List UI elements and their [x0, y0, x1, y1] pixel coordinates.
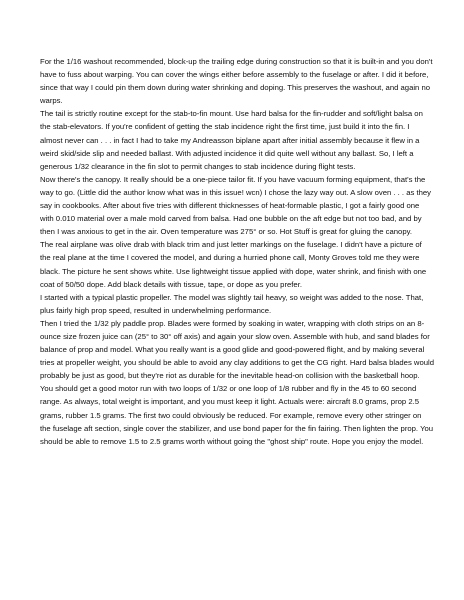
paragraph-plastic-propeller: I started with a typical plastic propeller. The model was slightly tail heavy, so weight was added to the nose. That, plus fairly high prop speed, resulted in underwhelming performance. — [40, 292, 424, 315]
paragraph-washout: For the 1/16 washout recommended, block-up the trailing edge during construction so that it is built-in and you don't have to fuss about warping. You can cover the wings either before assembly to the fuselage or after. I did it before, since that way I could pin them down during water shrinking and doping. This preserves the washout, and again no warps. — [40, 57, 433, 106]
paragraph-tail: The tail is strictly routine except for the stab-to-fin mount. Use hard balsa for the fin-rudder and soft/light balsa on the stab-elevators. If you're confident of getting the stab incidence right the first time, just build it into the fin. I almost never can . . . in fact I had to take my Andreasson biplane apart after initial assembly because it flew in a weird skid/side slip and needed ballast. With adjusted incidence it did quite well without any ballast. So, I left a generous 1/32 clearance in the fin slot to permit changes to stab incidence during flight tests. — [40, 109, 423, 171]
paragraph-finish: The real airplane was olive drab with black trim and just letter markings on the fuselage. I didn't have a picture of the real plane at the time I covered the model, and during a hurried phone call, Monty Groves told me they were black. The picture he sent shows white. Use lightweight tissue applied with dope, water shrink, and finish with one coat of 50/50 dope. Add black details with tissue, tape, or dope as you prefer. — [40, 240, 427, 289]
article-body — [40, 55, 434, 448]
paragraph-motor-run: You should get a good motor run with two loops of 1/32 or one loop of 1/8 rubber and fly in the 45 to 60 second range. As always, total weight is important, and you must keep it light. Actuals were: aircraft 8.0 grams, prop 2.5 grams, rubber 1.5 grams. The first two could obviously be reduced. For example, remove every other stringer on the fuselage aft section, single cover the stabilizer, and use bond paper for the fin fairing. Then lighten the prop. You should be able to remove 1.5 to 2.5 grams worth without going the "ghost ship" route. Hope you enjoy the model. — [40, 384, 434, 446]
paragraph-canopy: Now there's the canopy. It really should be a one-piece tailor fit. If you have vacuum forming equipment, that's the way to go. (Little did the author know what was in this issue! wcn) I chose the lazy way out. A slow oven . . . as they say in cookbooks. After about five tries with different thicknesses of heat-formable plastic, I got a fairly good one with 0.010 material over a male mold carved from balsa. Had one bubble on the aft edge but not too bad, and by then I was anxious to get in the air. Oven temperature was 275° or so. Hot Stuff is great for gluing the canopy. — [40, 174, 431, 237]
paragraph-paddle-prop: Then I tried the 1/32 ply paddle prop. Blades were formed by soaking in water, wrapping with cloth strips on an 8-ounce size frozen juice can (25° to 30° off axis) and again your slow oven. Assemble with hub, and sand blades for balance of prop and model. What you really want is a good glide and good-powered flight, and by making several tries at propeller weight, you should be able to avoid any clay additions to get the CG right. Hard balsa blades would probably be just as good, but they're riot as durable for the inevitable head-on collision with the basketball hoop. — [40, 318, 435, 381]
